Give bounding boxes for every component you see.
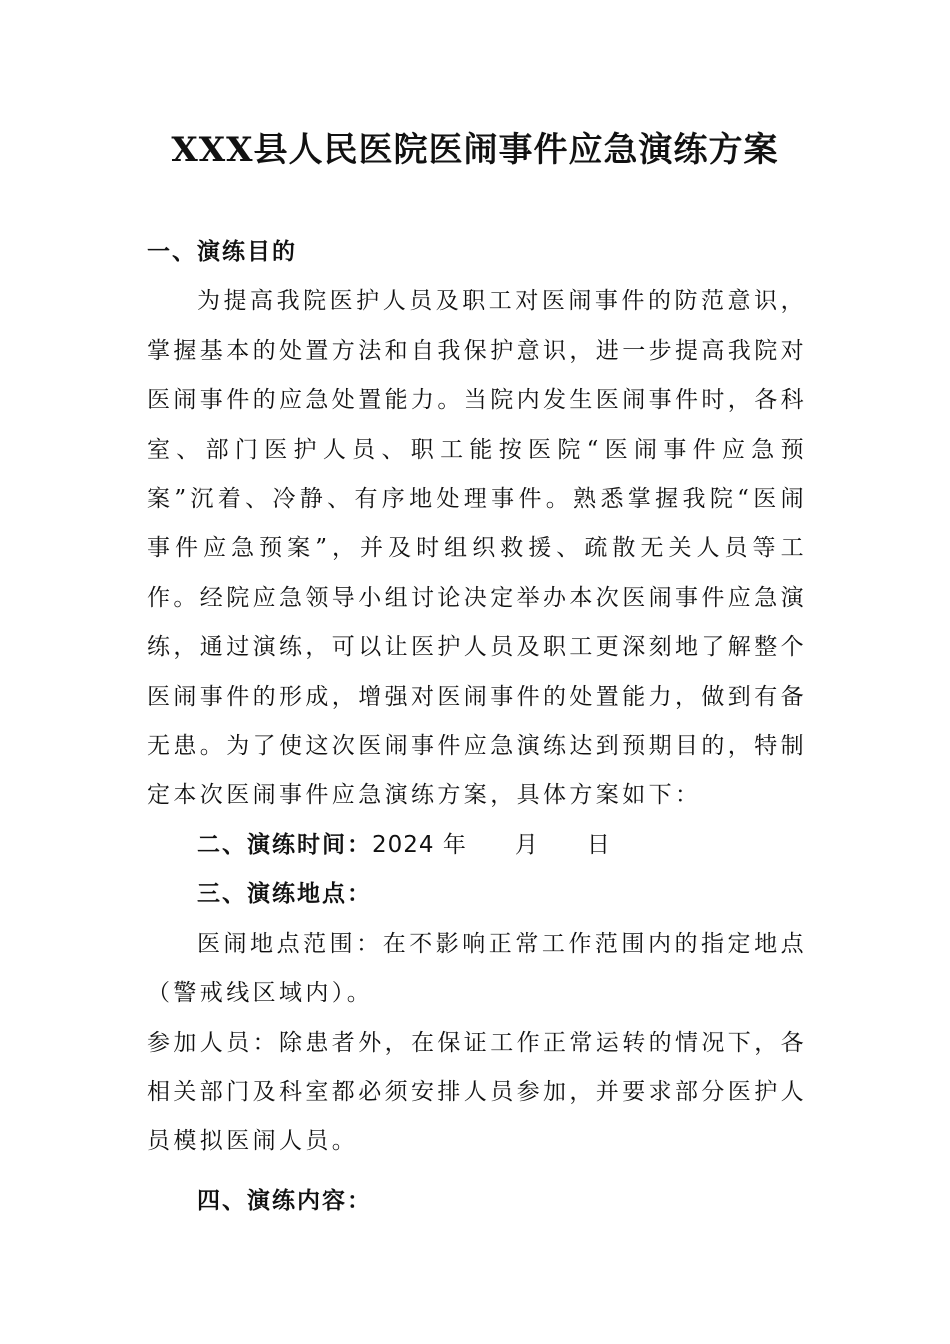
document-content bbox=[147, 228, 807, 1226]
exercise-time-line bbox=[147, 821, 807, 870]
section-heading-location: 三、演练地点： bbox=[197, 881, 372, 908]
purpose-paragraph: 为提高我院医护人员及职工对医闹事件的防范意识，掌握基本的处置方法和自我保护意识，进一步提高我院对医闹事件的应急处置能力。当院内发生医闹事件时，各科室、部门医护人员、职工能按医院“医闹事件应急预案”沉着、冷静、有序地处理事件。熟悉掌握我院“医闹事件应急预案”，并及时组织救援、疏散无关人员等工作。经院应急领导小组讨论决定举办本次医闹事件应急演练，通过演练，可以让医护人员及职工更深刻地了解整个医闹事件的形成，增强对医闹事件的处置能力，做到有备无患。为了使这次医闹事件应急演练达到预期目的，特制定本次医闹事件应急演练方案，具体方案如下： bbox=[147, 288, 807, 809]
section-heading-time: 二、演练时间： bbox=[197, 831, 372, 858]
document-title: XXX县人民医院医闹事件应急演练方案 bbox=[171, 130, 779, 170]
section-heading-purpose: 一、演练目的 bbox=[147, 239, 297, 265]
location-paragraph: 医闹地点范围：在不影响正常工作范围内的指定地点（警戒线区域内）。 bbox=[147, 930, 807, 1007]
participants-paragraph: 参加人员：除患者外，在保证工作正常运转的情况下，各相关部门及科室都必须安排人员参加，并要求部分医护人员模拟医闹人员。 bbox=[147, 1029, 807, 1155]
exercise-time-value: 2024 年 月 日 bbox=[372, 831, 611, 858]
section-heading-content: 四、演练内容： bbox=[197, 1187, 372, 1214]
